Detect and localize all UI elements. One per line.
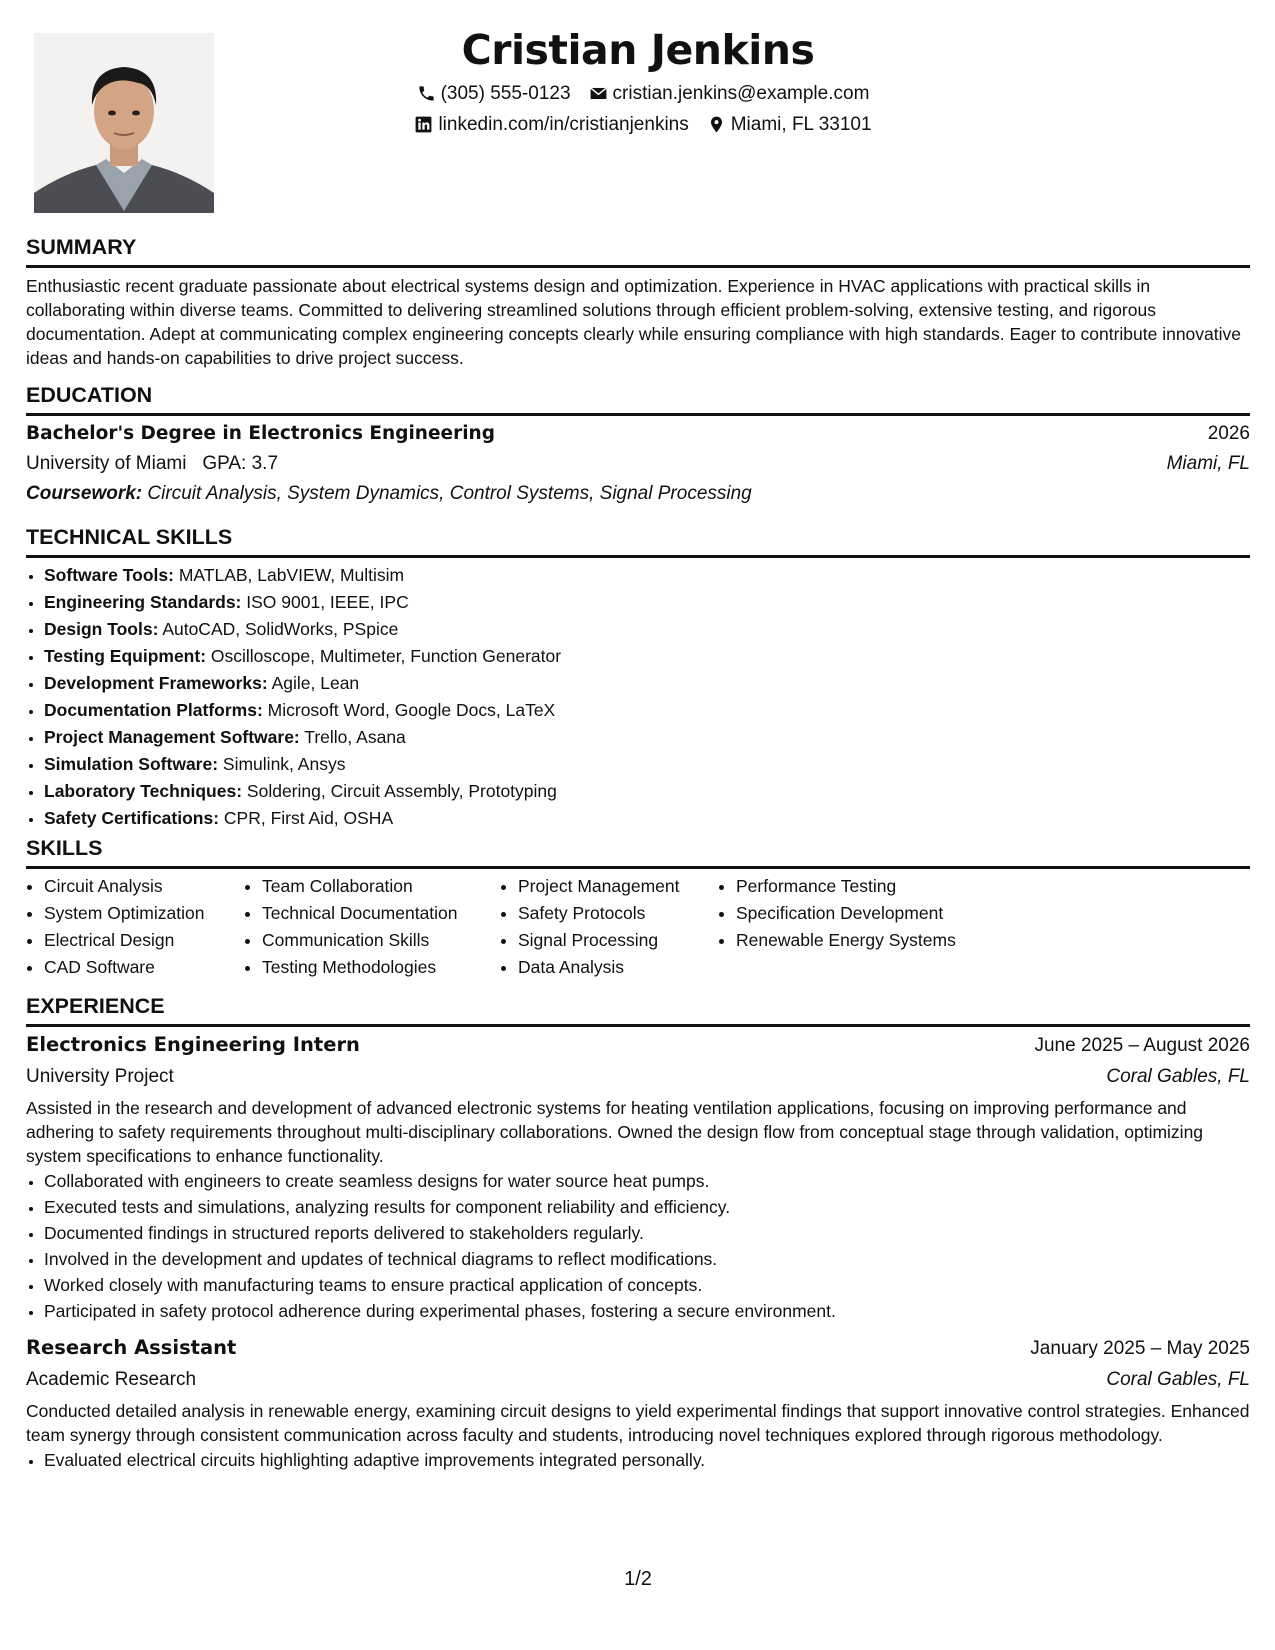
section-divider	[26, 265, 1250, 268]
technical-skills-section	[26, 523, 1250, 832]
skills-column-4	[718, 873, 1036, 981]
job-header	[26, 1332, 1250, 1365]
list-item: • Testing Methodologies	[262, 954, 500, 981]
skill-value: Trello, Asana	[304, 727, 406, 747]
skill-label: Project Management Software:	[44, 727, 300, 747]
skills-section	[26, 834, 1250, 981]
list-item	[44, 670, 1250, 697]
job-bullets	[26, 1447, 1250, 1473]
contact-location	[707, 109, 872, 140]
skill-label: Development Frameworks:	[44, 673, 268, 693]
list-item	[44, 562, 1250, 589]
list-item	[44, 805, 1250, 832]
job-title: Research Assistant	[26, 1336, 237, 1359]
job-title: Electronics Engineering Intern	[26, 1033, 360, 1056]
skill-label: Laboratory Techniques:	[44, 781, 243, 801]
section-title: EXPERIENCE	[26, 994, 165, 1018]
list-item: • Participated in safety protocol adherence during experimental phases, fostering a secure environment.	[44, 1298, 1250, 1324]
skills-column-2	[244, 873, 500, 981]
gpa: GPA: 3.7	[202, 453, 279, 474]
school-line	[26, 449, 278, 479]
list-item	[44, 589, 1250, 616]
list-item	[44, 643, 1250, 670]
list-item: • Project Management	[518, 873, 718, 900]
list-item: • Signal Processing	[518, 927, 718, 954]
section-title: EDUCATION	[26, 383, 153, 407]
list-item	[44, 751, 1250, 778]
education-row-1	[26, 419, 1250, 449]
graduation-year: 2026	[1207, 423, 1250, 444]
skill-value: Simulink, Ansys	[222, 754, 346, 774]
skill-value: ISO 9001, IEEE, IPC	[246, 592, 409, 612]
job-subheader	[26, 1365, 1250, 1395]
section-title: TECHNICAL SKILLS	[26, 525, 233, 549]
section-divider	[26, 1024, 1250, 1027]
job-organization: Academic Research	[26, 1369, 197, 1390]
coursework-line	[26, 479, 1250, 509]
skill-value: CPR, First Aid, OSHA	[223, 808, 394, 828]
list-item: • Technical Documentation	[262, 900, 500, 927]
contact-line-2	[26, 109, 1250, 140]
skills-grid	[26, 873, 1250, 981]
skill-label: Engineering Standards:	[44, 592, 242, 612]
list-item: • Documented findings in structured reports delivered to stakeholders regularly.	[44, 1220, 1250, 1246]
list-item: • Evaluated electrical circuits highlighting adaptive improvements integrated personally.	[44, 1447, 1250, 1473]
coursework-list: Circuit Analysis, System Dynamics, Control Systems, Signal Processing	[147, 483, 752, 504]
section-divider	[26, 413, 1250, 416]
section-divider	[26, 555, 1250, 558]
summary-text: Enthusiastic recent graduate passionate about electrical systems design and optimization. Experience in HVAC applications with practical skills in collaborating within diverse teams. Committed to delivering streamlined solutions through efficient problem-solving, extensive testing, and rigorous documentation. Adept at communicating complex engineering concepts clearly while ensuring compliance with high standards. Eager to contribute innovative ideas and hands-on capabilities to drive project success.	[26, 276, 1242, 368]
resume-header	[26, 22, 1250, 140]
section-title: SUMMARY	[26, 235, 137, 259]
technical-skills-list	[26, 562, 1250, 832]
job-dates: January 2025 – May 2025	[1030, 1338, 1250, 1359]
skill-value: Oscilloscope, Multimeter, Function Generator	[210, 646, 562, 666]
list-item: • Communication Skills	[262, 927, 500, 954]
skills-column-3	[500, 873, 718, 981]
list-item: • Collaborated with engineers to create seamless designs for water source heat pumps.	[44, 1168, 1250, 1194]
job-entry	[26, 1029, 1250, 1324]
job-location: Coral Gables, FL	[1106, 1066, 1250, 1087]
map-pin-icon	[707, 115, 726, 134]
linkedin-icon	[414, 115, 433, 134]
job-entry	[26, 1332, 1250, 1473]
skill-label: Software Tools:	[44, 565, 174, 585]
resume-page	[26, 0, 1250, 1650]
list-item	[44, 724, 1250, 751]
list-item: • Circuit Analysis	[44, 873, 244, 900]
list-item: • Data Analysis	[518, 954, 718, 981]
job-dates: June 2025 – August 2026	[1034, 1035, 1250, 1056]
education-section	[26, 381, 1250, 509]
list-item: • Safety Protocols	[518, 900, 718, 927]
job-location: Coral Gables, FL	[1106, 1369, 1250, 1390]
job-subheader	[26, 1062, 1250, 1092]
candidate-name: Cristian Jenkins	[461, 26, 815, 74]
skill-label: Safety Certifications:	[44, 808, 220, 828]
skills-column-1	[26, 873, 244, 981]
list-item: • Specification Development	[736, 900, 1036, 927]
school-location: Miami, FL	[1166, 453, 1250, 474]
degree-name: Bachelor's Degree in Electronics Engineering	[26, 423, 495, 444]
contact-phone	[417, 78, 571, 109]
skill-value: Microsoft Word, Google Docs, LaTeX	[267, 700, 556, 720]
skill-label: Simulation Software:	[44, 754, 219, 774]
experience-section	[26, 992, 1250, 1473]
location-text: Miami, FL 33101	[730, 114, 872, 135]
phone-icon	[417, 84, 436, 103]
list-item	[44, 778, 1250, 805]
list-item: • System Optimization	[44, 900, 244, 927]
list-item: • Performance Testing	[736, 873, 1036, 900]
list-item: • Renewable Energy Systems	[736, 927, 1036, 954]
list-item: • Involved in the development and updates of technical diagrams to reflect modifications.	[44, 1246, 1250, 1272]
skill-label: Design Tools:	[44, 619, 159, 639]
list-item: • Executed tests and simulations, analyzing results for component reliability and efficiency.	[44, 1194, 1250, 1220]
contact-email[interactable]	[589, 78, 870, 109]
section-title: SKILLS	[26, 836, 103, 860]
skill-value: AutoCAD, SolidWorks, PSpice	[162, 619, 399, 639]
job-header	[26, 1029, 1250, 1062]
contact-linkedin[interactable]	[414, 109, 688, 140]
list-item: • Electrical Design	[44, 927, 244, 954]
coursework-label: Coursework:	[26, 483, 143, 504]
page-number: 1/2	[624, 1568, 652, 1590]
envelope-icon	[589, 84, 608, 103]
job-bullets	[26, 1168, 1250, 1324]
list-item: • CAD Software	[44, 954, 244, 981]
skill-value: Agile, Lean	[271, 673, 360, 693]
skill-value: Soldering, Circuit Assembly, Prototyping	[246, 781, 557, 801]
email-address[interactable]: cristian.jenkins@example.com	[612, 83, 870, 104]
job-description: Assisted in the research and development of advanced electronic systems for heating ventilation applications, focusing on improving performance and adhering to safety requirements throughout multi-disciplinary collaborations. Owned the design flow from conceptual stage through validation, optimizing system specifications to enhance functionality.	[26, 1098, 1204, 1166]
list-item	[44, 697, 1250, 724]
phone-number: (305) 555-0123	[440, 83, 571, 104]
list-item	[44, 616, 1250, 643]
job-description: Conducted detailed analysis in renewable energy, examining circuit designs to yield experimental findings that support innovative control strategies. Enhanced team synergy through consistent communication across faculty and students, introducing novel techniques explored through rigorous methodology.	[26, 1401, 1250, 1445]
contact-line-1	[26, 78, 1250, 109]
linkedin-url[interactable]: linkedin.com/in/cristianjenkins	[438, 114, 689, 135]
skill-label: Documentation Platforms:	[44, 700, 263, 720]
job-organization: University Project	[26, 1066, 174, 1087]
skill-label: Testing Equipment:	[44, 646, 207, 666]
skill-value: MATLAB, LabVIEW, Multisim	[178, 565, 405, 585]
summary-section	[26, 233, 1250, 370]
list-item: • Worked closely with manufacturing teams to ensure practical application of concepts.	[44, 1272, 1250, 1298]
education-row-2	[26, 449, 1250, 479]
school-name: University of Miami	[26, 453, 187, 474]
list-item: • Team Collaboration	[262, 873, 500, 900]
section-divider	[26, 866, 1250, 869]
